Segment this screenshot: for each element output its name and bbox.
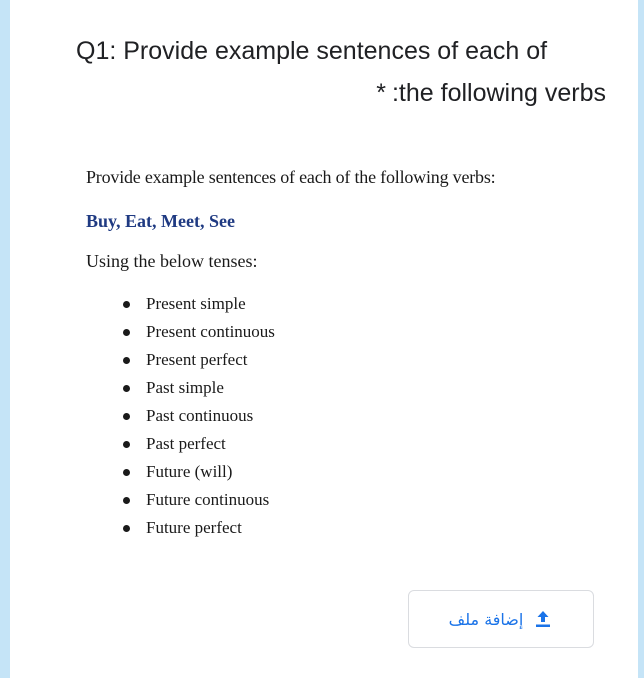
tense-item-label: Present continuous: [146, 322, 275, 341]
bullet-icon: [123, 357, 130, 364]
tense-item: [86, 458, 586, 486]
tense-item: [86, 514, 586, 542]
tense-item-label: Future continuous: [146, 490, 270, 509]
tense-item: [86, 402, 586, 430]
bullet-icon: [123, 301, 130, 308]
tense-item: [86, 486, 586, 514]
question-title: [76, 30, 606, 114]
question-title-line1: Q1: Provide example sentences of each of: [76, 37, 548, 65]
question-attachment: [86, 166, 586, 542]
attachment-verbs: Buy, Eat, Meet, See: [86, 211, 235, 231]
required-marker: *: [376, 79, 386, 107]
tense-item-label: Future perfect: [146, 518, 242, 537]
add-file-button[interactable]: [408, 590, 594, 648]
upload-icon: [533, 609, 553, 629]
tense-item-label: Past continuous: [146, 406, 254, 425]
attachment-tenses-label: Using the below tenses:: [86, 251, 258, 271]
bullet-icon: [123, 525, 130, 532]
bullet-icon: [123, 385, 130, 392]
tense-item-label: Future (will): [146, 462, 233, 481]
tense-item-label: Past perfect: [146, 434, 226, 453]
question-card: [10, 0, 638, 678]
question-title-line2-text: :the following verbs: [391, 79, 606, 107]
tense-item: [86, 318, 586, 346]
bullet-icon: [123, 497, 130, 504]
bullet-icon: [123, 413, 130, 420]
question-title-line2: [76, 72, 606, 114]
tense-item-label: Past simple: [146, 378, 224, 397]
bullet-icon: [123, 469, 130, 476]
add-file-label: إضافة ملف: [448, 609, 524, 629]
tense-item: [86, 290, 586, 318]
attachment-instruction: Provide example sentences of each of the following verbs:: [86, 167, 496, 187]
tense-item: [86, 374, 586, 402]
bullet-icon: [123, 329, 130, 336]
bullet-icon: [123, 441, 130, 448]
tense-list: [86, 290, 586, 542]
tense-item: [86, 430, 586, 458]
tense-item: [86, 346, 586, 374]
tense-item-label: Present simple: [146, 294, 246, 313]
tense-item-label: Present perfect: [146, 350, 248, 369]
